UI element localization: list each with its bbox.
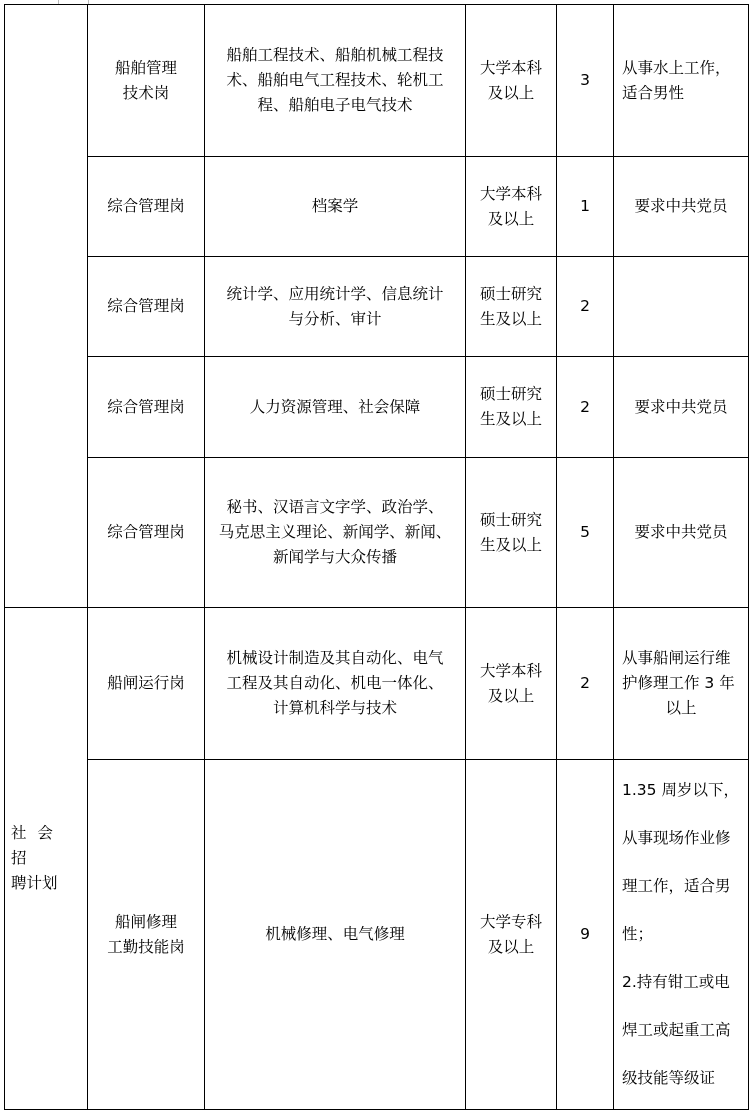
position-cell: 综合管理岗: [88, 357, 205, 458]
education-cell: 大学本科 及以上: [466, 157, 557, 257]
note-cell: 要求中共党员: [614, 357, 749, 458]
category-cell: 社 会 招 聘计划: [5, 608, 88, 1110]
count-cell: 3: [557, 5, 614, 157]
major-cell: 统计学、应用统计学、信息统计 与分析、审计: [205, 257, 466, 357]
count-cell: 5: [557, 458, 614, 608]
category-cell-empty: [5, 5, 88, 608]
education-cell: 大学专科 及以上: [466, 760, 557, 1110]
position-cell: 船闸运行岗: [88, 608, 205, 760]
position-cell: 综合管理岗: [88, 458, 205, 608]
count-cell: 1: [557, 157, 614, 257]
table-row: [5, 157, 749, 257]
note-cell-empty: [614, 257, 749, 357]
count-cell: 2: [557, 257, 614, 357]
education-cell: 硕士研究 生及以上: [466, 458, 557, 608]
education-cell: 大学本科 及以上: [466, 5, 557, 157]
count-cell: 2: [557, 357, 614, 458]
position-cell: 船闸修理 工勤技能岗: [88, 760, 205, 1110]
major-cell: 秘书、汉语言文字学、政治学、 马克思主义理论、新闻学、新闻、 新闻学与大众传播: [205, 458, 466, 608]
table-row: [5, 760, 749, 1110]
table-row: [5, 357, 749, 458]
major-cell: 船舶工程技术、船舶机械工程技 术、船舶电气工程技术、轮机工 程、船舶电子电气技术: [205, 5, 466, 157]
note-cell: 从事船闸运行维 护修理工作 3 年 以上: [614, 608, 749, 760]
table-row: [5, 5, 749, 157]
table-row: [5, 608, 749, 760]
note-cell: 从事水上工作， 适合男性: [614, 5, 749, 157]
position-cell: 船舶管理 技术岗: [88, 5, 205, 157]
position-cell: 综合管理岗: [88, 157, 205, 257]
recruitment-table: [4, 4, 749, 1110]
note-cell: 1.35 周岁以下， 从事现场作业修 理工作，适合男 性； 2.持有钳工或电 焊工或起重工高 级技能等级证: [614, 760, 749, 1110]
note-cell: 要求中共党员: [614, 458, 749, 608]
education-cell: 硕士研究 生及以上: [466, 357, 557, 458]
table-row: [5, 257, 749, 357]
position-cell: 综合管理岗: [88, 257, 205, 357]
major-cell: 机械修理、电气修理: [205, 760, 466, 1110]
education-cell: 大学本科 及以上: [466, 608, 557, 760]
note-cell: 要求中共党员: [614, 157, 749, 257]
education-cell: 硕士研究 生及以上: [466, 257, 557, 357]
count-cell: 9: [557, 760, 614, 1110]
major-cell: 档案学: [205, 157, 466, 257]
major-cell: 人力资源管理、社会保障: [205, 357, 466, 458]
count-cell: 2: [557, 608, 614, 760]
major-cell: 机械设计制造及其自动化、电气 工程及其自动化、机电一体化、 计算机科学与技术: [205, 608, 466, 760]
table-row: [5, 458, 749, 608]
